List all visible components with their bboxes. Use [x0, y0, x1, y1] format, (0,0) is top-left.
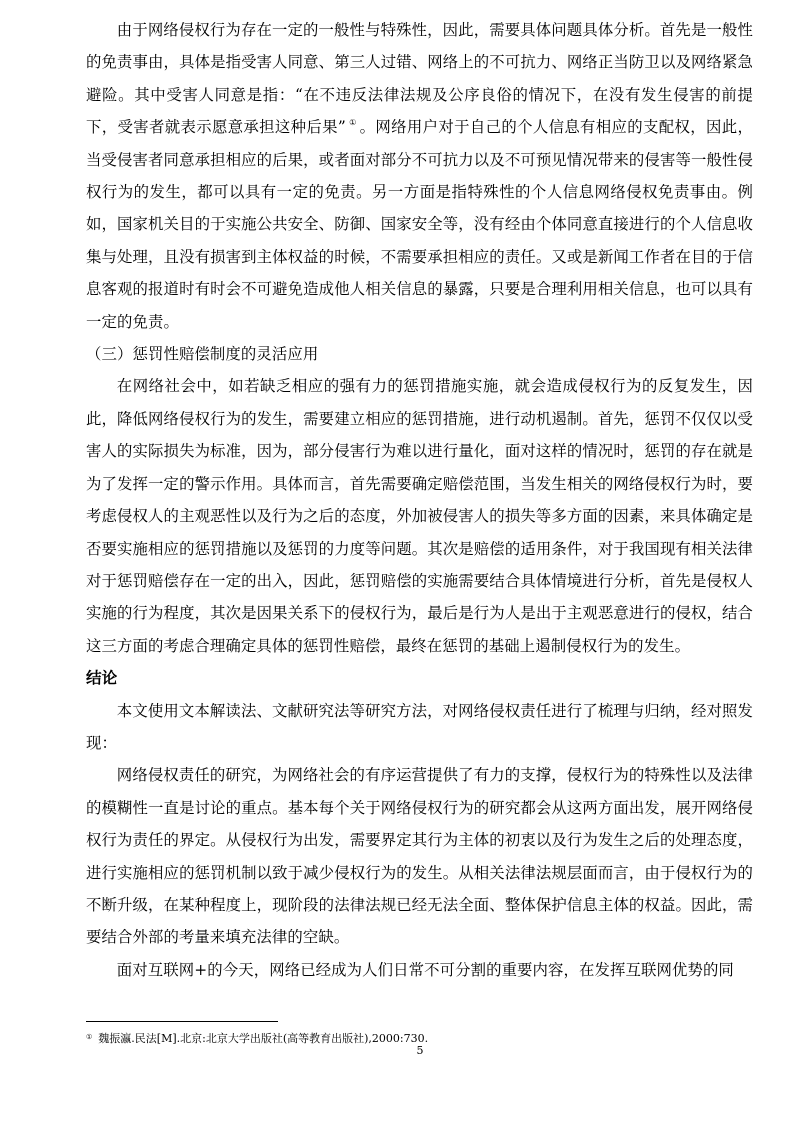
paragraph-text: 。网络用户对于自己的个人信息有相应的支配权，因此，当受侵害者同意承担相应的后果，或者面对部分不可抗力以及不可预见情况带来的侵害等一般性侵权行为的发生，都可以具有一定的免责。另一方面是指特殊性的个人信息网络侵权免责事由。例如，国家机关目的于实施公共安全、防御、国家安全等，没有经由个体同意直接进行的个人信息收集与处理，且没有损害到主体权益的时候，不需要承担相应的责任。又或是新闻工作者在目的于信息客观的报道时有时会不可避免造成他人相关信息的暴露，只要是合理利用相关信息，也可以具有一定的免责。 [86, 118, 753, 331]
paragraph-exemption-grounds [86, 14, 753, 338]
footnote-mark: ① [86, 1033, 93, 1041]
section-heading-conclusion: 结论 [86, 669, 118, 688]
section-subheading: （三）惩罚性赔偿制度的灵活应用 [86, 345, 319, 364]
paragraph-conclusion-findings: 网络侵权责任的研究，为网络社会的有序运营提供了有力的支撑，侵权行为的特殊性以及法律的模糊性一直是讨论的重点。基本每个关于网络侵权行为的研究都会从这两方面出发，展开网络侵权行为责任的界定。从侵权行为出发，需要界定其行为主体的初衷以及行为发生之后的处理态度，进行实施相应的惩罚机制以致于减少侵权行为的发生。从相关法律法规层面而言，由于侵权行为的不断升级，在某种程度上，现阶段的法律法规已经无法全面、整体保护信息主体的权益。因此，需要结合外部的考量来填充法律的空缺。 [86, 766, 753, 947]
paragraph-text: 由于网络侵权行为存在一定的一般性与特殊性，因此，需要具体问题具体分析。首先是一般性的免责事由，具体是指受害人同意、第三人过错、网络上的不可抗力、网络正当防卫以及网络紧急避险。其中受害人同意是指：“在不违反法律法规及公序良俗的情况下，在没有发生侵害的前提下，受害者就表示愿意承担这种后果” [86, 21, 753, 137]
paragraph-conclusion-intro: 本文使用文本解读法、文献研究法等研究方法，对网络侵权责任进行了梳理与归纳，经对照发现： [86, 701, 753, 752]
page-number: 5 [416, 1044, 424, 1057]
footnote-divider [86, 1021, 278, 1022]
paragraph-conclusion-continued: 面对互联网+的今天，网络已经成为人们日常不可分割的重要内容，在发挥互联网优势的同 [116, 960, 734, 979]
paragraph-punitive-damages: 在网络社会中，如若缺乏相应的强有力的惩罚措施实施，就会造成侵权行为的反复发生，因此，降低网络侵权行为的发生，需要建立相应的惩罚措施，进行动机遏制。首先，惩罚不仅仅以受害人的实际损失为标准，因为，部分侵害行为难以进行量化，面对这样的情况时，惩罚的存在就是为了发挥一定的警示作用。具体而言，首先需要确定赔偿范围，当发生相关的网络侵权行为时，要考虑侵权人的主观恶性以及行为之后的态度，外加被侵害人的损失等多方面的因素，来具体确定是否要实施相应的惩罚措施以及惩罚的力度等问题。其次是赔偿的适用条件，对于我国现有相关法律对于惩罚赔偿存在一定的出入，因此，惩罚赔偿的实施需要结合具体情境进行分析，首先是侵权人实施的行为程度，其次是因果关系下的侵权行为，最后是行为人是出于主观恶意进行的侵权，结合这三方面的考虑合理确定具体的惩罚性赔偿，最终在惩罚的基础上遏制侵权行为的发生。 [86, 377, 753, 655]
footnote-reference[interactable]: ① [348, 118, 357, 128]
footnote-text: 魏振瀛.民法[M].北京:北京大学出版社(高等教育出版社),2000:730. [98, 1032, 429, 1045]
page-body [86, 14, 753, 986]
